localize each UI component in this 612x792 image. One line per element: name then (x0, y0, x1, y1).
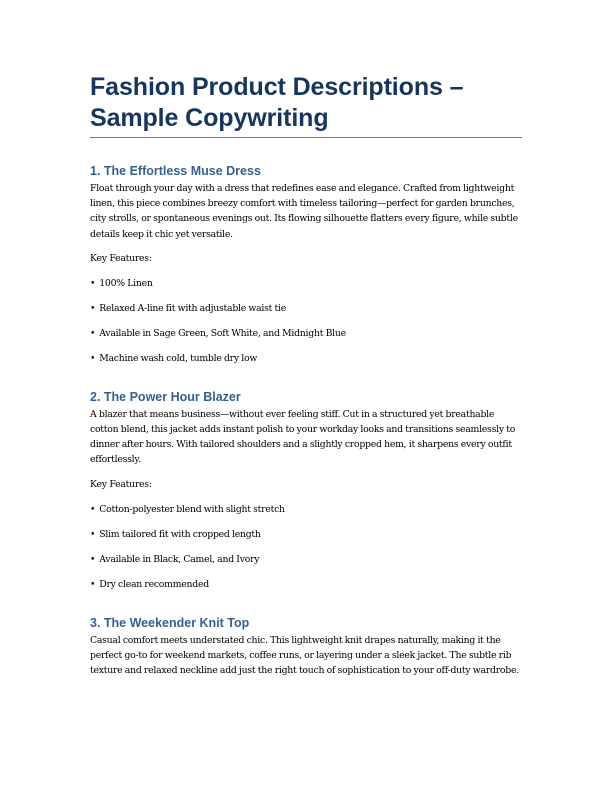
key-features-label: Key Features: (90, 478, 152, 490)
bullet-icon: • (90, 352, 96, 364)
feature-text: Relaxed A-line fit with adjustable waist tie (99, 302, 287, 314)
section-body: A blazer that means business—without ever feeling stiff. Cut in a structured yet breathable cotton blend, this jacket adds instant polish to your workday looks and transitions seamlessly to dinner after hours. With tailored shoulders and a slightly cropped hem, it sharpens every outfit effortlessly. (90, 408, 516, 466)
feature-item (90, 579, 522, 591)
feature-text: Dry clean recommended (99, 578, 209, 590)
bullet-icon: • (90, 528, 96, 540)
section-heading: 2. The Power Hour Blazer (90, 389, 241, 404)
feature-text: Available in Sage Green, Soft White, and Midnight Blue (99, 327, 346, 339)
feature-item (90, 303, 522, 315)
feature-text: Cotton-polyester blend with slight stretch (99, 503, 285, 515)
feature-list (90, 278, 522, 365)
bullet-icon: • (90, 327, 96, 339)
product-section (90, 615, 522, 679)
key-features-label: Key Features: (90, 252, 152, 264)
feature-text: 100% Linen (99, 277, 153, 289)
feature-item (90, 353, 522, 365)
section-heading: 3. The Weekender Knit Top (90, 615, 250, 630)
document-page (90, 72, 522, 678)
product-section (90, 163, 522, 365)
feature-item (90, 554, 522, 566)
feature-text: Machine wash cold, tumble dry low (99, 352, 258, 364)
bullet-icon: • (90, 503, 96, 515)
bullet-icon: • (90, 302, 96, 314)
page-title: Fashion Product Descriptions – Sample Copywriting (90, 72, 522, 138)
feature-text: Slim tailored fit with cropped length (99, 528, 261, 540)
bullet-icon: • (90, 277, 96, 289)
product-section (90, 389, 522, 591)
feature-item (90, 328, 522, 340)
feature-item (90, 504, 522, 516)
feature-list (90, 504, 522, 591)
section-body: Casual comfort meets understated chic. This lightweight knit drapes naturally, making it the perfect go-to for weekend markets, coffee runs, or layering under a sleek jacket. The subtle rib texture and relaxed neckline add just the right touch of sophistication to your off-duty wardrobe. (90, 634, 519, 677)
feature-text: Available in Black, Camel, and Ivory (99, 553, 260, 565)
feature-item (90, 278, 522, 290)
section-heading: 1. The Effortless Muse Dress (90, 164, 261, 178)
bullet-icon: • (90, 578, 96, 590)
bullet-icon: • (90, 553, 96, 565)
section-body: Float through your day with a dress that redefines ease and elegance. Crafted from lightweight linen, this piece combines breezy comfort with timeless tailoring—perfect for garden brunches, city strolls, or spontaneous evenings out. Its flowing silhouette flatters every figure, while subtle details keep it chic yet versatile. (90, 183, 518, 240)
feature-item (90, 529, 522, 541)
